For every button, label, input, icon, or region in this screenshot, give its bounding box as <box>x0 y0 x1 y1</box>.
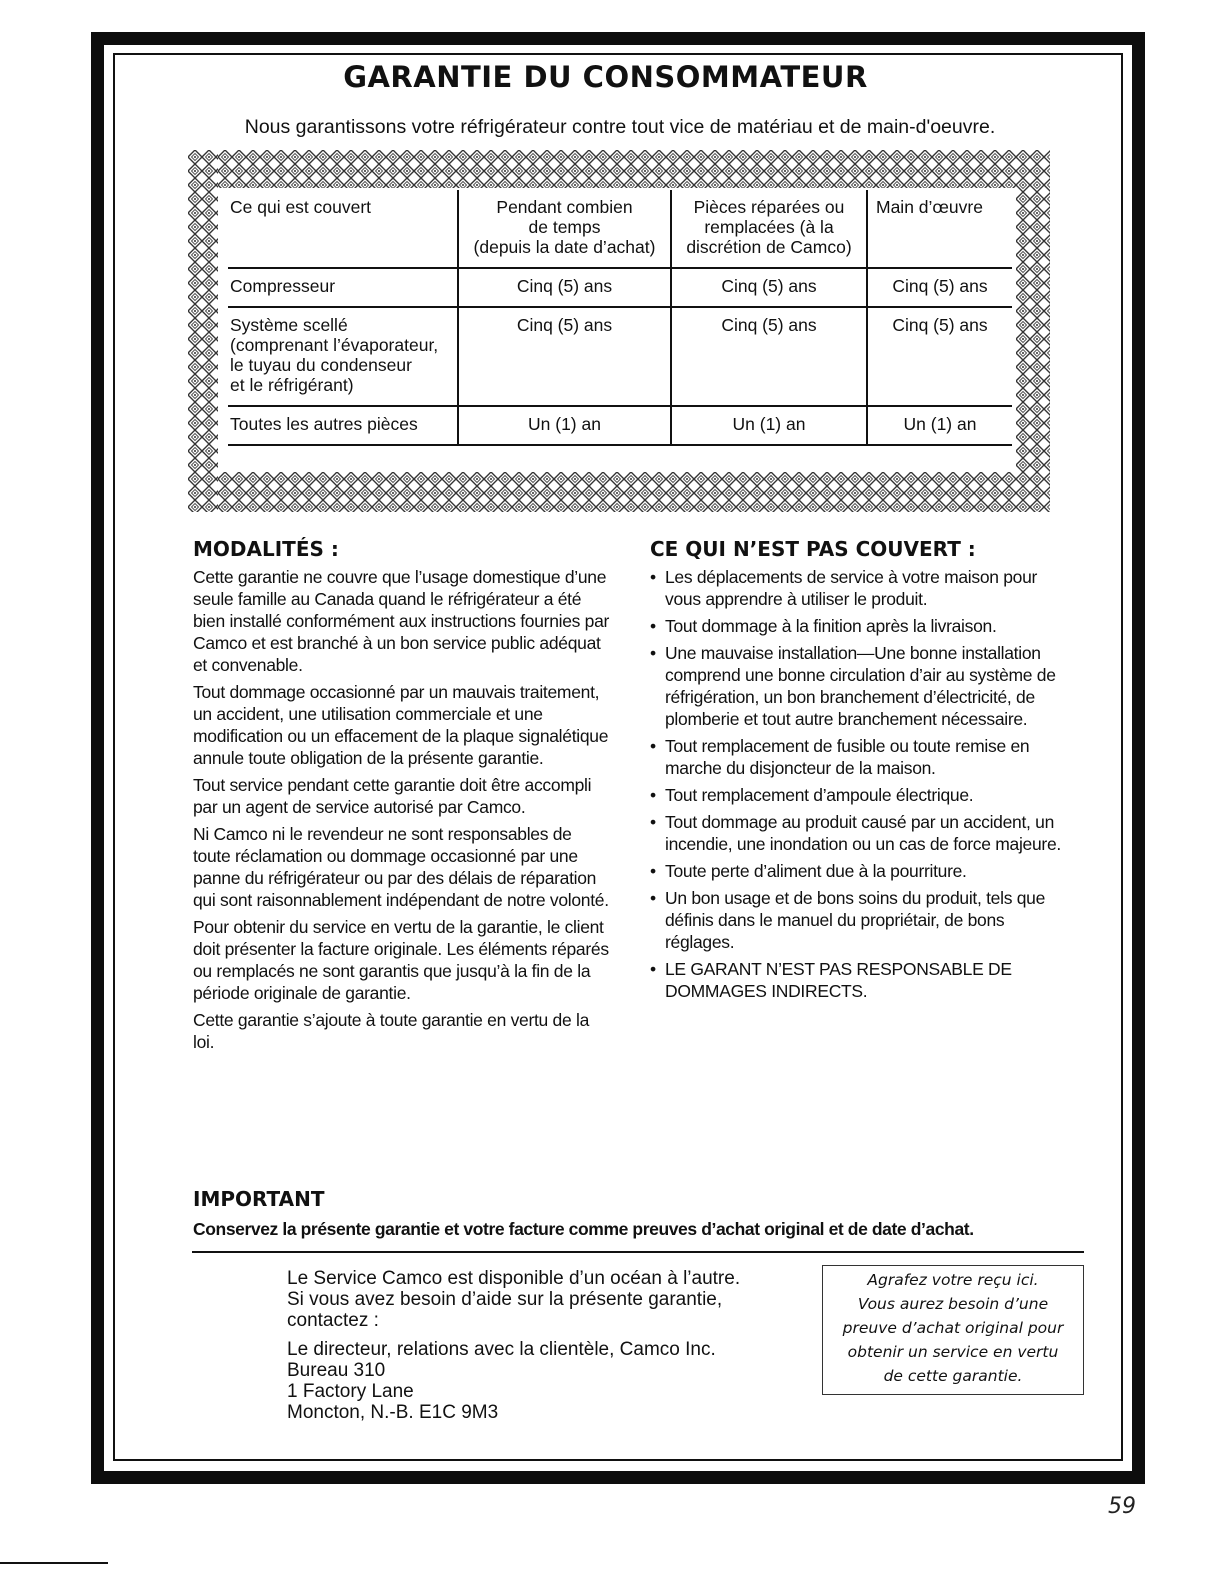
row-item-text: Système scellé <box>230 315 348 335</box>
contact-line: Si vous avez besoin d’aide sur la présente garantie, <box>287 1289 723 1310</box>
bullet-icon: • <box>650 736 656 756</box>
header-covered <box>228 190 458 268</box>
header-period-line: (depuis la date d’achat) <box>473 237 656 257</box>
row-item <box>228 406 458 445</box>
contact-intro <box>287 1268 807 1331</box>
table-header-row <box>228 190 1012 268</box>
not-covered-section <box>650 538 1070 1007</box>
modalites-paragraph: Cette garantie s’ajoute à toute garantie en vertu de la loi. <box>193 1010 589 1052</box>
row-item-text: (comprenant l’évaporateur, <box>230 335 439 355</box>
header-period <box>458 190 671 268</box>
row-labor: Un (1) an <box>867 406 1012 445</box>
list-item-text: LE GARANT N’EST PAS RESPONSABLE DE DOMMAGES INDIRECTS. <box>665 959 1012 1001</box>
row-parts: Cinq (5) ans <box>671 268 867 307</box>
bullet-icon: • <box>650 616 656 636</box>
row-period: Cinq (5) ans <box>458 307 671 406</box>
row-item <box>228 307 458 406</box>
row-labor: Cinq (5) ans <box>867 268 1012 307</box>
table-row <box>228 406 1012 445</box>
list-item-text: Tout dommage au produit causé par un accident, un incendie, une inondation ou un cas de force majeure. <box>665 812 1061 854</box>
header-covered-text: Ce qui est couvert <box>230 197 372 217</box>
not-covered-heading: CE QUI N’EST PAS COUVERT : <box>650 537 976 561</box>
table-row <box>228 268 1012 307</box>
list-item <box>650 615 1070 637</box>
list-item <box>650 735 1070 779</box>
list-item-text: Un bon usage et de bons soins du produit, tels que définis dans le manuel du propriétair, de bons réglages. <box>665 888 1045 952</box>
header-parts-line: remplacées (à la <box>704 217 834 237</box>
bullet-icon: • <box>650 959 656 979</box>
decorative-border-bottom <box>190 472 1048 512</box>
modalites-heading: MODALITÉS : <box>193 537 339 561</box>
row-parts: Un (1) an <box>671 406 867 445</box>
row-item-text: Toutes les autres pièces <box>230 414 418 434</box>
staple-box-line: Vous aurez besoin d’une <box>857 1295 1049 1313</box>
header-labor <box>867 190 1012 268</box>
bullet-icon: • <box>650 785 656 805</box>
contact-line: Le Service Camco est disponible d’un océan à l’autre. <box>287 1268 741 1289</box>
decorative-border-left <box>188 150 218 512</box>
modalites-paragraph: Ni Camco ni le revendeur ne sont responsables de toute réclamation ou dommage occasionné par une panne du réfrigérateur ou par des délais de réparation qui sont raisonnablement indépendant de notre volonté. <box>193 824 609 910</box>
address-line: Moncton, N.-B. E1C 9M3 <box>287 1402 499 1423</box>
divider <box>192 1251 1084 1253</box>
row-item <box>228 268 458 307</box>
important-note: Conservez la présente garantie et votre facture comme preuves d’achat original et de date d’achat. <box>193 1219 974 1239</box>
header-labor-text: Main d’œuvre <box>876 197 983 217</box>
page-number: 59 <box>1108 1494 1136 1519</box>
decorative-border-right <box>1016 150 1050 512</box>
list-item <box>650 860 1070 882</box>
staple-box-line: preuve d’achat original pour <box>842 1319 1064 1337</box>
list-item <box>650 958 1070 1002</box>
row-period: Un (1) an <box>458 406 671 445</box>
footer-rule <box>0 1562 108 1564</box>
staple-box-line: Agrafez votre reçu ici. <box>867 1271 1039 1289</box>
list-item-text: Une mauvaise installation—Une bonne installation comprend une bonne circulation d’air au système de réfrigération, un bon branchement d’électricité, de plomberie et tout autre branchement nécessaire. <box>665 643 1056 729</box>
list-item <box>650 811 1070 855</box>
staple-box-line: de cette garantie. <box>883 1367 1023 1385</box>
bullet-icon: • <box>650 567 656 587</box>
header-period-line: Pendant combien <box>496 197 633 217</box>
address-line: Le directeur, relations avec la clientèle, Camco Inc. <box>287 1339 716 1360</box>
list-item-text: Tout dommage à la finition après la livraison. <box>665 616 997 636</box>
header-period-line: de temps <box>528 217 601 237</box>
row-parts: Cinq (5) ans <box>671 307 867 406</box>
address-line: 1 Factory Lane <box>287 1381 414 1402</box>
important-heading: IMPORTANT <box>193 1187 325 1211</box>
modalites-paragraph: Pour obtenir du service en vertu de la garantie, le client doit présenter la facture originale. Les éléments réparés ou remplacés ne sont garantis que jusqu’à la fin de la période originale de garantie. <box>193 917 609 1003</box>
list-item <box>650 784 1070 806</box>
modalites-paragraph: Tout service pendant cette garantie doit être accompli par un agent de service autorisé par Camco. <box>193 775 592 817</box>
row-period: Cinq (5) ans <box>458 268 671 307</box>
address-line: Bureau 310 <box>287 1360 386 1381</box>
list-item-text: Tout remplacement de fusible ou toute remise en marche du disjoncteur de la maison. <box>665 736 1030 778</box>
header-parts-line: discrétion de Camco) <box>686 237 852 257</box>
page-subtitle: Nous garantissons votre réfrigérateur contre tout vice de matériau et de main-d'oeuvre. <box>244 116 996 138</box>
list-item <box>650 887 1070 953</box>
staple-receipt-box <box>822 1265 1084 1395</box>
bullet-icon: • <box>650 861 656 881</box>
list-item-text: Toute perte d’aliment due à la pourriture. <box>665 861 967 881</box>
page-title: GARANTIE DU CONSOMMATEUR <box>343 60 868 94</box>
modalites-section <box>193 538 613 1058</box>
bullet-icon: • <box>650 812 656 832</box>
table-row <box>228 307 1012 406</box>
contact-address <box>287 1339 807 1423</box>
contact-line: contactez : <box>287 1310 379 1331</box>
bullet-icon: • <box>650 888 656 908</box>
contact-block <box>287 1268 807 1431</box>
warranty-table <box>228 190 1012 446</box>
list-item <box>650 566 1070 610</box>
decorative-border-top <box>190 150 1048 188</box>
staple-box-line: obtenir un service en vertu <box>847 1343 1059 1361</box>
header-parts <box>671 190 867 268</box>
modalites-paragraph: Tout dommage occasionné par un mauvais traitement, un accident, une utilisation commerciale et une modification ou un effacement de la plaque signalétique annule toute obligation de la présente garantie. <box>193 682 609 768</box>
list-item <box>650 642 1070 730</box>
list-item-text: Les déplacements de service à votre maison pour vous apprendre à utiliser le produit. <box>665 567 1038 609</box>
bullet-icon: • <box>650 643 656 663</box>
row-item-text: le tuyau du condenseur <box>230 355 412 375</box>
modalites-paragraph: Cette garantie ne couvre que l’usage domestique d’une seule famille au Canada quand le réfrigérateur a été bien installé conformément aux instructions fournies par Camco et est branché à un bon service public adéquat et convenable. <box>193 567 610 675</box>
list-item-text: Tout remplacement d’ampoule électrique. <box>665 785 974 805</box>
header-parts-line: Pièces réparées ou <box>693 197 845 217</box>
not-covered-list <box>650 566 1070 1002</box>
row-item-text: Compresseur <box>230 276 336 296</box>
row-item-text: et le réfrigérant) <box>230 375 354 395</box>
row-labor: Cinq (5) ans <box>867 307 1012 406</box>
